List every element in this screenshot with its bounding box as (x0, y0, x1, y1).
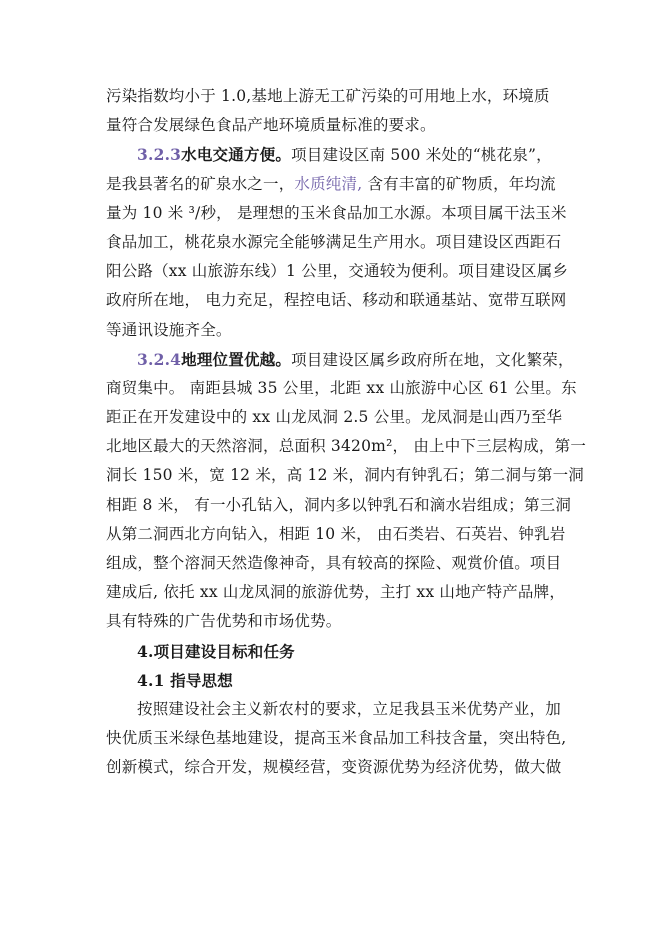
text-line: 组成，整个溶洞天然造像神奇，具有较高的探险、观赏价值。项目 (106, 554, 562, 572)
text-line: 从第二洞西北方向钻入，相距 10 米， 由石类岩、石英岩、钟乳岩 (106, 524, 566, 543)
section-3-2-4-line (106, 345, 576, 374)
text-run: 是我县著名的矿泉水之一， (106, 174, 295, 193)
text-line: 洞长 150 米，宽 12 米，高 12 米，洞内有钟乳石；第二洞与第一洞 (106, 466, 584, 485)
text-line: 商贸集中。 南距县城 35 公里，北距 xx 山旅游中心区 61 公里。东 (106, 378, 577, 397)
text-line: 等通讯设施齐全。 (106, 320, 232, 339)
text-line: 建成后, 依托 xx 山龙凤洞的旅游优势，主打 xx 山地产特产品牌， (106, 583, 566, 602)
text-line: 量为 10 米 ³/秒， 是理想的玉米食品加工水源。本项目属干法玉米 (106, 203, 567, 222)
section-3-2-3-line (106, 140, 576, 169)
text-line: 量符合发展绿色食品产地环境质量标准的要求。 (106, 116, 436, 135)
section-title: 水电交通方便。 (181, 145, 292, 165)
text-line: 污染指数均小于 1.0,基地上游无工矿污染的可用地上水，环境质 (106, 87, 550, 105)
heading-4: 4.项目建设目标和任务 (137, 641, 295, 661)
text-line: 创新模式，综合开发，规模经营，变资源优势为经济优势，做大做 (106, 758, 562, 777)
text-line: 政府所在地， 电力充足，程控电话、移动和联通基站、宽带互联网 (106, 291, 567, 310)
text-line: 具有特殊的广告优势和市场优势。 (106, 612, 342, 631)
section-number: 3.2.4 (137, 349, 182, 369)
section-number: 3.2.3 (137, 145, 182, 165)
text-run: 含有丰富的矿物质，年均流 (362, 174, 556, 193)
text-line: 距正在开发建设中的 xx 山龙凤洞 2.5 公里。龙凤洞是山西乃至华 (106, 408, 563, 427)
text-line: 食品加工，桃花泉水源完全能够满足生产用水。项目建设区西距石 (106, 232, 562, 251)
section-title: 地理位置优越。 (181, 349, 292, 369)
text-line: 北地区最大的天然溶洞，总面积 3420m²， 由上中下三层构成，第一 (106, 437, 587, 456)
document-body (106, 82, 587, 783)
text-line: 相距 8 米， 有一小孔钻入，洞内多以钟乳石和滴水岩组成；第三洞 (106, 495, 572, 514)
text-line (106, 170, 576, 199)
heading-4-1: 4.1 指导思想 (137, 670, 233, 690)
text-run: 项目建设区属乡政府所在地，文化繁荣， (291, 350, 574, 369)
text-line: 阳公路（xx 山旅游东线）1 公里，交通较为便利。项目建设区属乡 (106, 262, 569, 281)
text-run: 项目建设区南 500 米处的“桃花泉”， (291, 146, 552, 165)
text-line: 按照建设社会主义新农村的要求，立足我县玉米优势产业，加 (137, 699, 561, 718)
highlighted-text: 水质纯清, (294, 174, 363, 193)
text-line: 快优质玉米绿色基地建设，提高玉米食品加工科技含量，突出特色, (106, 729, 567, 748)
